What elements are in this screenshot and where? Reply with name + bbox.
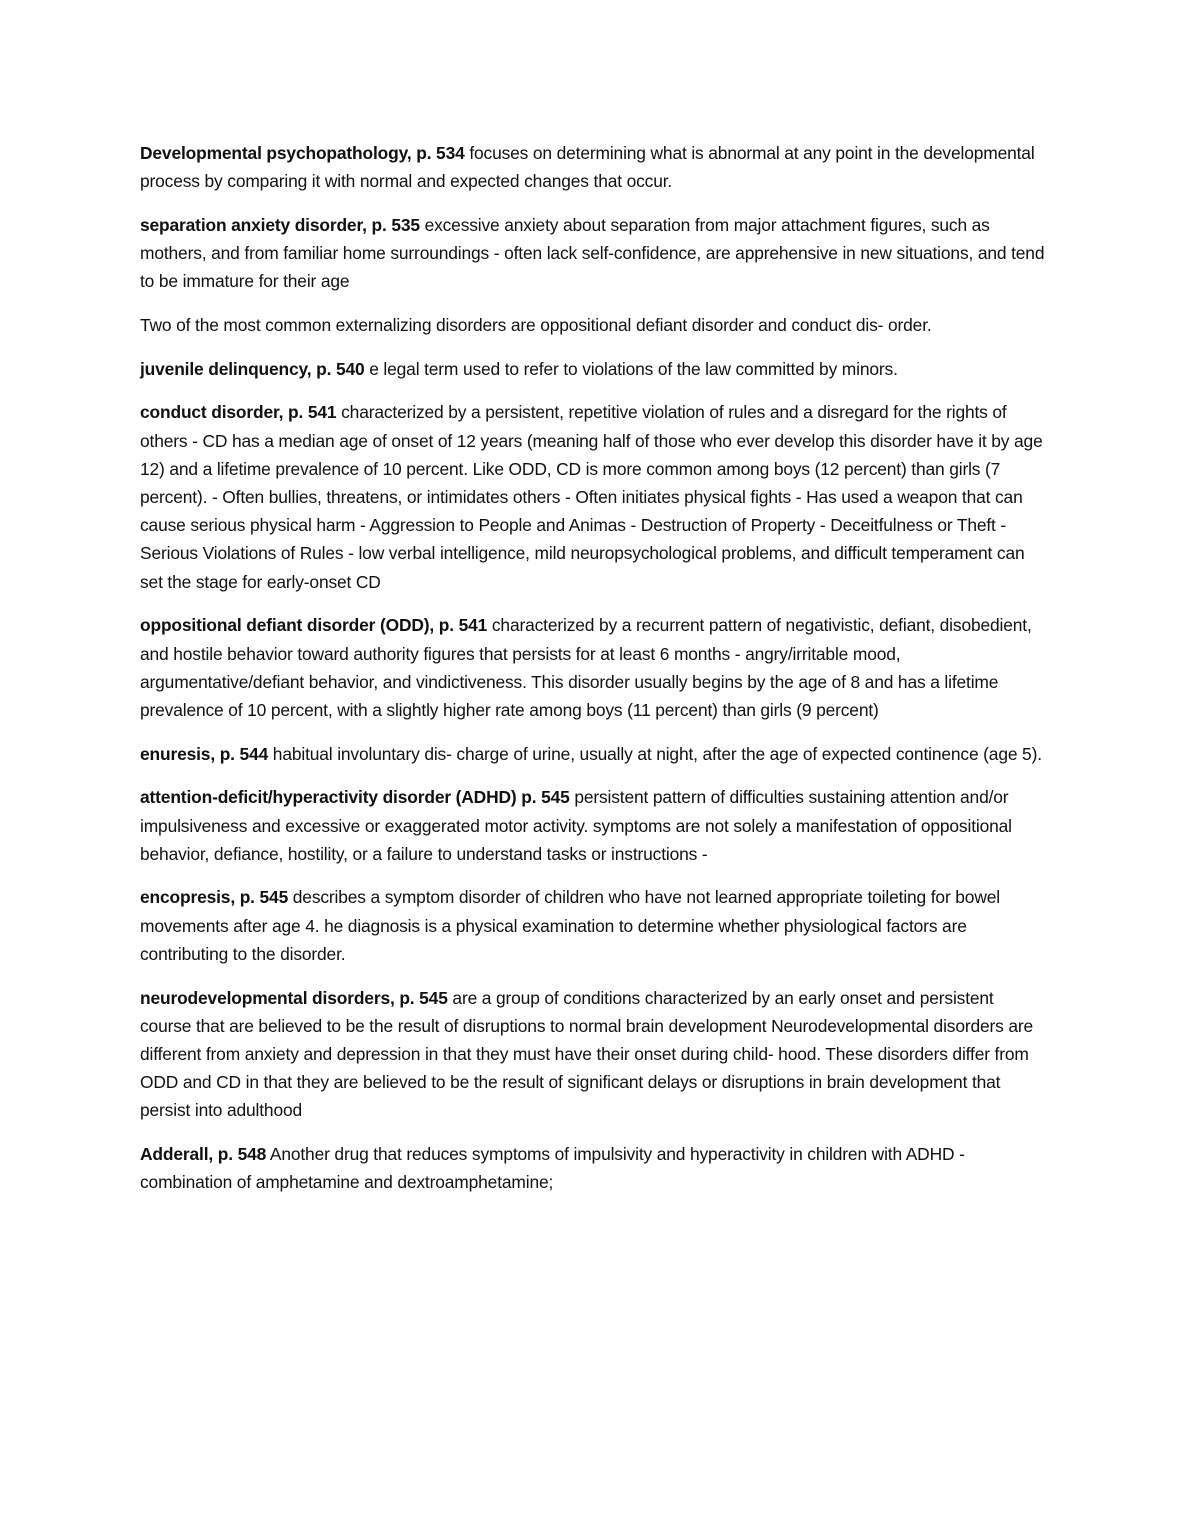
entry-term: oppositional defiant disorder (ODD), p. 541 [140,615,488,636]
entry-term: separation anxiety disorder, p. 535 [140,214,420,235]
glossary-entry-encopresis [140,883,1045,968]
glossary-entry-adderall [140,1140,1045,1196]
glossary-entry-oppositional-defiant-disorder [140,611,1045,724]
glossary-entry-neurodevelopmental-disorders [140,984,1045,1125]
glossary-entry-separation-anxiety-disorder [140,211,1045,296]
entry-definition: Two of the most common externalizing disorders are oppositional defiant disorder and conduct dis- order. [140,315,932,336]
glossary-entry-developmental-psychopathology [140,139,1045,195]
entry-term: Adderall, p. 548 [140,1144,267,1165]
entry-definition: focuses on determining what is abnormal at any point in the developmental process by comparing it with normal and expected changes that occur. [140,143,1035,192]
entry-definition: describes a symptom disorder of children who have not learned appropriate toileting for bowel movements after age 4. he diagnosis is a physical examination to determine whether physiological factors are contributing to the disorder. [140,887,1000,964]
entry-definition: are a group of conditions characterized by an early onset and persistent course that are believed to be the result of disruptions to normal brain development Neurodevelopmental disorders are different from anxiety and depression in that they must have their onset during child- hood. These disorders differ from ODD and CD in that they are believed to be the result of significant delays or disruptions in brain development that persist into adulthood [140,987,1034,1121]
glossary-entry-adhd [140,783,1045,868]
entry-definition: Another drug that reduces symptoms of impulsivity and hyperactivity in children with ADHD - combination of amphetamine and dextroamphetamine; [140,1144,965,1193]
entry-term: neurodevelopmental disorders, p. 545 [140,987,448,1008]
entry-term: encopresis, p. 545 [140,887,289,908]
entry-term: attention-deficit/hyperactivity disorder (ADHD) p. 545 [140,787,570,808]
externalizing-disorders-note [140,311,1045,339]
glossary-entry-conduct-disorder [140,398,1045,595]
entry-term: enuresis, p. 544 [140,743,269,764]
glossary-entry-juvenile-delinquency [140,355,1045,383]
entry-definition: e legal term used to refer to violations of the law committed by minors. [364,358,898,379]
entry-definition: characterized by a recurrent pattern of negativistic, defiant, disobedient, and hostile behavior toward authority figures that persists for at least 6 months - angry/irritable mood, argumentative/defiant behavior, and vindictiveness. This disorder usually begins by the age of 8 and has a lifetime prevalence of 10 percent, with a slightly higher rate among boys (11 percent) than girls (9 percent) [140,615,1032,720]
document-page [140,139,1045,1212]
entry-definition: characterized by a persistent, repetitive violation of rules and a disregard for the rights of others - CD has a median age of onset of 12 years (meaning half of those who ever develop this disorder have it by age 12) and a lifetime prevalence of 10 percent. Like ODD, CD is more common among boys (12 percent) than girls (7 percent). - Often bullies, threatens, or intimidates others - Often initiates physical fights - Has used a weapon that can cause serious physical harm - Aggression to People and Animas - Destruction of Property - Deceitfulness or Theft - Serious Violations of Rules - low verbal intelligence, mild neuropsychological problems, and difficult temperament can set the stage for early-onset CD [140,402,1043,592]
entry-term: Developmental psychopathology, p. 534 [140,143,465,163]
entry-definition: habitual involuntary dis- charge of urine, usually at night, after the age of expected continence (age 5). [268,743,1042,764]
entry-term: juvenile delinquency, p. 540 [140,358,365,379]
glossary-entry-enuresis [140,740,1045,768]
entry-definition: excessive anxiety about separation from major attachment figures, such as mothers, and from familiar home surroundings - often lack self-confidence, are apprehensive in new situations, and tend to be immature for their age [140,214,1045,292]
entry-term: conduct disorder, p. 541 [140,402,337,423]
entry-definition: persistent pattern of difficulties sustaining attention and/or impulsiveness and excessive or exaggerated motor activity. symptoms are not solely a manifestation of oppositional behavior, defiance, hostility, or a failure to understand tasks or instructions - [140,787,1012,864]
